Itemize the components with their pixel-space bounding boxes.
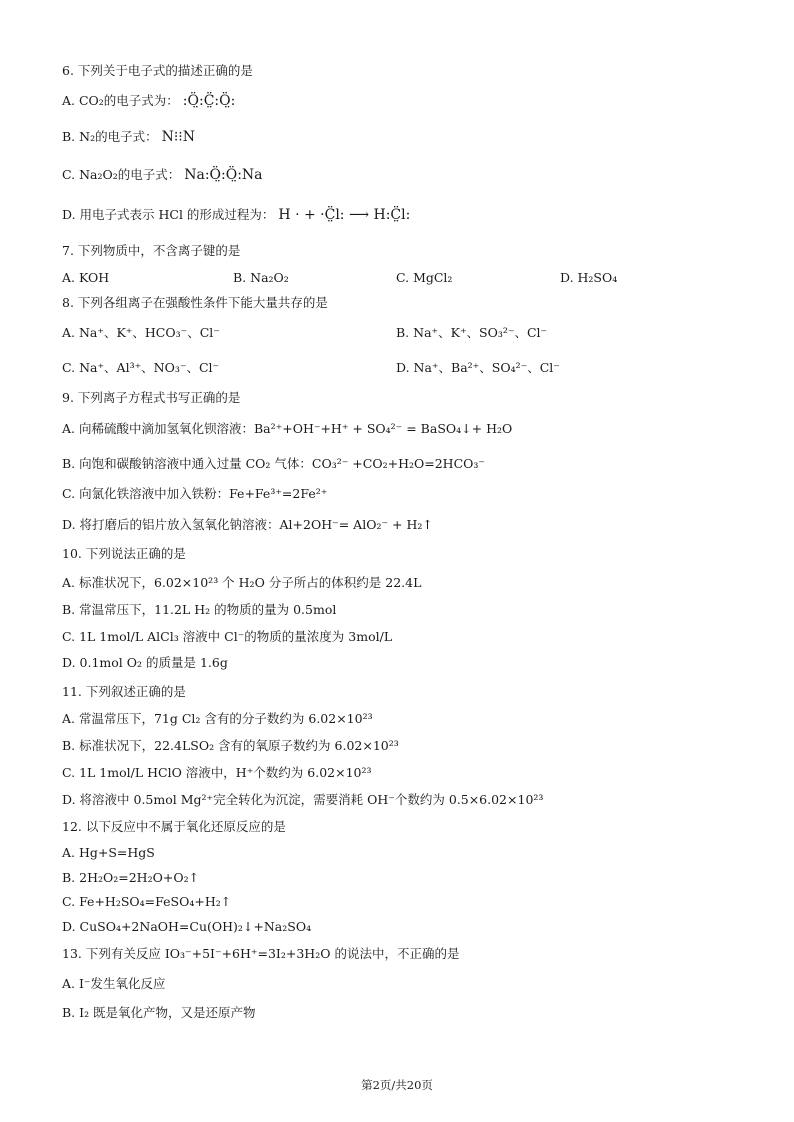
question-8-stem: 8. 下列各组离子在强酸性条件下能大量共存的是 [62,295,328,310]
q10-option-c: C. 1L 1mol/L AlCl₃ 溶液中 Cl⁻的物质的量浓度为 3mol/L [62,629,393,644]
option-text: D. 用电子式表示 HCl 的形成过程为： [62,207,275,222]
q9-option-a: A. 向稀硫酸中滴加氢氧化钡溶液：Ba²⁺+OH⁻+H⁺ + SO₄²⁻ = BaSO₄↓+ H₂O [62,421,513,436]
electron-formula: :Ö̤:C̤̈:Ö̤: [182,93,236,109]
q7-option-a: A. KOH [62,270,110,285]
q9-option-c: C. 向氯化铁溶液中加入铁粉：Fe+Fe³⁺=2Fe²⁺ [62,486,328,501]
q7-option-b: B. Na₂O₂ [233,270,289,285]
question-12-stem: 12. 以下反应中不属于氧化还原反应的是 [62,819,286,834]
question-10-stem: 10. 下列说法正确的是 [62,546,186,561]
question-7-stem: 7. 下列物质中，不含离子键的是 [62,243,241,258]
q6-option-b [62,129,195,145]
q9-option-d: D. 将打磨后的铝片放入氢氧化钠溶液：Al+2OH⁻= AlO₂⁻ + H₂↑ [62,517,433,532]
q8-option-b: B. Na⁺、K⁺、SO₃²⁻、Cl⁻ [396,325,548,340]
q11-option-a: A. 常温常压下，71g Cl₂ 含有的分子数约为 6.02×10²³ [62,711,373,726]
option-text: C. Na₂O₂的电子式： [62,167,181,182]
electron-formula: H · + ·C̤̈l: ⟶ H:C̤̈l: [278,207,411,223]
q8-option-c: C. Na⁺、Al³⁺、NO₃⁻、Cl⁻ [62,360,220,375]
q12-option-b: B. 2H₂O₂=2H₂O+O₂↑ [62,870,200,885]
q6-option-a [62,93,235,109]
q6-option-d [62,207,410,223]
q8-option-a: A. Na⁺、K⁺、HCO₃⁻、Cl⁻ [62,325,220,340]
page-number: 第2页/共20页 [361,1078,433,1092]
question-9-stem: 9. 下列离子方程式书写正确的是 [62,390,241,405]
q9-option-b: B. 向饱和碳酸钠溶液中通入过量 CO₂ 气体：CO₃²⁻ +CO₂+H₂O=2HCO₃⁻ [62,456,485,471]
q12-option-d: D. CuSO₄+2NaOH=Cu(OH)₂↓+Na₂SO₄ [62,919,312,934]
question-11-stem: 11. 下列叙述正确的是 [62,684,186,699]
q11-option-c: C. 1L 1mol/L HClO 溶液中，H⁺个数约为 6.02×10²³ [62,765,372,780]
electron-formula: Na:Ö̤:Ö̤:Na [184,167,263,183]
option-text: B. N₂的电子式： [62,129,158,144]
q7-option-c: C. MgCl₂ [396,270,453,285]
q12-option-a: A. Hg+S=HgS [62,845,155,860]
q8-option-d: D. Na⁺、Ba²⁺、SO₄²⁻、Cl⁻ [396,360,560,375]
option-text: A. CO₂的电子式为： [62,93,179,108]
q10-option-d: D. 0.1mol O₂ 的质量是 1.6g [62,655,228,670]
question-13-stem: 13. 下列有关反应 IO₃⁻+5I⁻+6H⁺=3I₂+3H₂O 的说法中，不正确的是 [62,946,460,961]
q11-option-d: D. 将溶液中 0.5mol Mg²⁺完全转化为沉淀，需要消耗 OH⁻个数约为 0.5×6.02×10²³ [62,792,544,807]
q12-option-c: C. Fe+H₂SO₄=FeSO₄+H₂↑ [62,894,232,909]
electron-formula: N⁝⁝N [161,129,195,145]
q13-option-b: B. I₂ 既是氧化产物，又是还原产物 [62,1005,256,1020]
q10-option-b: B. 常温常压下，11.2L H₂ 的物质的量为 0.5mol [62,602,337,617]
q7-option-d: D. H₂SO₄ [560,270,618,285]
q10-option-a: A. 标准状况下，6.02×10²³ 个 H₂O 分子所占的体积约是 22.4L [62,575,422,590]
question-6-stem: 6. 下列关于电子式的描述正确的是 [62,63,253,78]
q11-option-b: B. 标准状况下，22.4LSO₂ 含有的氧原子数约为 6.02×10²³ [62,738,399,753]
q13-option-a: A. I⁻发生氧化反应 [62,976,166,991]
q6-option-c [62,167,263,183]
